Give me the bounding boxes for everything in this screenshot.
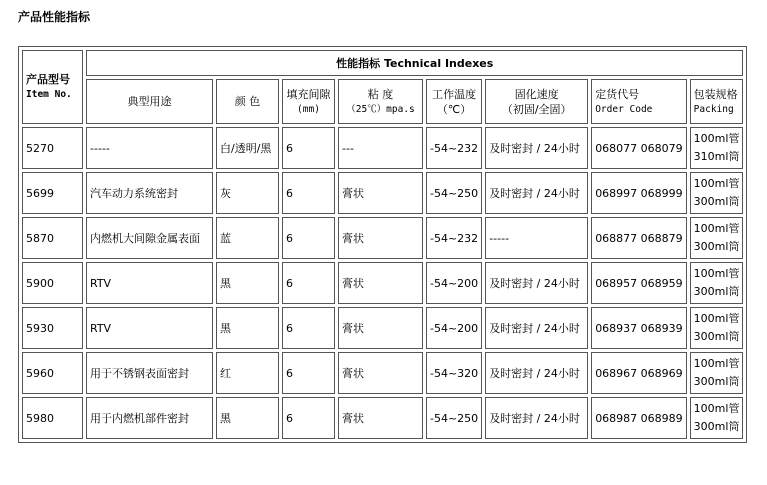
cell-gap: 6 xyxy=(282,397,335,439)
cell-item: 5270 xyxy=(22,127,83,169)
cell-use: ----- xyxy=(86,127,213,169)
table-row xyxy=(22,217,743,259)
item-no-header xyxy=(22,50,83,124)
cell-gap: 6 xyxy=(282,262,335,304)
cell-packing xyxy=(690,262,744,304)
cell-viscosity: 膏状 xyxy=(338,352,423,394)
col-header-color xyxy=(216,79,279,124)
technical-indexes-header xyxy=(86,50,743,76)
table-row xyxy=(22,127,743,169)
cell-gap: 6 xyxy=(282,127,335,169)
cell-use: 用于内燃机部件密封 xyxy=(86,397,213,439)
col-header-viscosity-label: 粘 度 xyxy=(367,87,394,101)
cell-item: 5699 xyxy=(22,172,83,214)
cell-color: 黑 xyxy=(216,262,279,304)
col-header-order-code xyxy=(591,79,686,124)
cell-cure: 及时密封 / 24小时 xyxy=(485,262,588,304)
col-header-color-label: 颜 色 xyxy=(234,95,261,108)
col-header-use-label: 典型用途 xyxy=(127,95,172,108)
cell-temp: -54~200 xyxy=(426,307,482,349)
cell-temp: -54~250 xyxy=(426,172,482,214)
cell-cure: 及时密封 / 24小时 xyxy=(485,397,588,439)
cell-packing xyxy=(690,217,744,259)
cell-cure: 及时密封 / 24小时 xyxy=(485,307,588,349)
cell-order-code: 068957 068959 xyxy=(591,262,686,304)
cell-order-code: 068077 068079 xyxy=(591,127,686,169)
cell-cure: 及时密封 / 24小时 xyxy=(485,352,588,394)
cell-cure: 及时密封 / 24小时 xyxy=(485,172,588,214)
packing-cartridge: 300ml筒 xyxy=(693,285,740,298)
cell-temp: -54~232 xyxy=(426,127,482,169)
page-title: 产品性能指标 xyxy=(18,10,91,24)
cell-gap: 6 xyxy=(282,172,335,214)
cell-packing xyxy=(690,172,744,214)
cell-color: 黑 xyxy=(216,397,279,439)
cell-cure: 及时密封 / 24小时 xyxy=(485,127,588,169)
col-header-temp-label: 工作温度 xyxy=(432,87,477,101)
cell-gap: 6 xyxy=(282,352,335,394)
table-row xyxy=(22,307,743,349)
packing-cartridge: 300ml筒 xyxy=(693,420,740,433)
col-header-gap xyxy=(282,79,335,124)
cell-order-code: 068937 068939 xyxy=(591,307,686,349)
col-header-viscosity-unit: （25℃）mpa.s xyxy=(346,103,415,115)
col-header-temp-unit: （℃） xyxy=(436,102,472,116)
cell-viscosity: 膏状 xyxy=(338,307,423,349)
cell-temp: -54~250 xyxy=(426,397,482,439)
cell-temp: -54~320 xyxy=(426,352,482,394)
packing-cartridge: 300ml筒 xyxy=(693,240,740,253)
cell-color: 蓝 xyxy=(216,217,279,259)
cell-order-code: 068997 068999 xyxy=(591,172,686,214)
cell-viscosity: 膏状 xyxy=(338,262,423,304)
cell-viscosity: 膏状 xyxy=(338,217,423,259)
table-row xyxy=(22,262,743,304)
col-header-cure xyxy=(485,79,588,124)
col-header-packing-label: 包装规格 xyxy=(693,87,738,101)
col-header-temp xyxy=(426,79,482,124)
cell-viscosity: --- xyxy=(338,127,423,169)
packing-tube: 100ml管 xyxy=(693,402,740,415)
packing-cartridge: 310ml筒 xyxy=(693,150,740,163)
cell-temp: -54~200 xyxy=(426,262,482,304)
packing-cartridge: 300ml筒 xyxy=(693,330,740,343)
cell-item: 5870 xyxy=(22,217,83,259)
packing-cartridge: 300ml筒 xyxy=(693,375,740,388)
cell-order-code: 068877 068879 xyxy=(591,217,686,259)
table-row xyxy=(22,352,743,394)
cell-packing xyxy=(690,352,744,394)
col-header-order-code-en: Order Code xyxy=(595,103,653,115)
item-no-header-en: Item No. xyxy=(26,89,72,100)
cell-item: 5980 xyxy=(22,397,83,439)
col-header-gap-unit: (mm) xyxy=(297,103,320,115)
table-row xyxy=(22,172,743,214)
technical-indexes-table xyxy=(18,46,747,443)
col-header-cure-label: 固化速度 xyxy=(514,87,559,101)
cell-gap: 6 xyxy=(282,307,335,349)
cell-packing xyxy=(690,307,744,349)
col-header-cure-unit: （初固/全固） xyxy=(501,102,572,116)
cell-gap: 6 xyxy=(282,217,335,259)
col-header-use xyxy=(86,79,213,124)
cell-packing xyxy=(690,127,744,169)
packing-tube: 100ml管 xyxy=(693,177,740,190)
packing-tube: 100ml管 xyxy=(693,222,740,235)
cell-cure: ----- xyxy=(485,217,588,259)
cell-item: 5930 xyxy=(22,307,83,349)
cell-color: 黑 xyxy=(216,307,279,349)
cell-use: RTV xyxy=(86,307,213,349)
cell-use: 用于不锈钢表面密封 xyxy=(86,352,213,394)
cell-color: 红 xyxy=(216,352,279,394)
packing-tube: 100ml管 xyxy=(693,312,740,325)
col-header-packing-en: Packing xyxy=(693,103,734,115)
cell-packing xyxy=(690,397,744,439)
cell-use: 内燃机大间隙金属表面 xyxy=(86,217,213,259)
cell-order-code: 068967 068969 xyxy=(591,352,686,394)
cell-order-code: 068987 068989 xyxy=(591,397,686,439)
cell-viscosity: 膏状 xyxy=(338,397,423,439)
cell-use: 汽车动力系统密封 xyxy=(86,172,213,214)
table-row xyxy=(22,397,743,439)
cell-use: RTV xyxy=(86,262,213,304)
cell-color: 白/透明/黑 xyxy=(216,127,279,169)
technical-indexes-label: 性能指标 Technical Indexes xyxy=(336,56,494,70)
col-header-packing xyxy=(690,79,744,124)
cell-item: 5900 xyxy=(22,262,83,304)
col-header-gap-label: 填充间隙 xyxy=(286,87,331,101)
packing-cartridge: 300ml筒 xyxy=(693,195,740,208)
cell-temp: -54~232 xyxy=(426,217,482,259)
packing-tube: 100ml管 xyxy=(693,132,740,145)
cell-color: 灰 xyxy=(216,172,279,214)
col-header-order-code-label: 定货代号 xyxy=(595,87,640,101)
packing-tube: 100ml管 xyxy=(693,357,740,370)
packing-tube: 100ml管 xyxy=(693,267,740,280)
item-no-header-cn: 产品型号 xyxy=(26,73,70,86)
cell-viscosity: 膏状 xyxy=(338,172,423,214)
col-header-viscosity xyxy=(338,79,423,124)
cell-item: 5960 xyxy=(22,352,83,394)
